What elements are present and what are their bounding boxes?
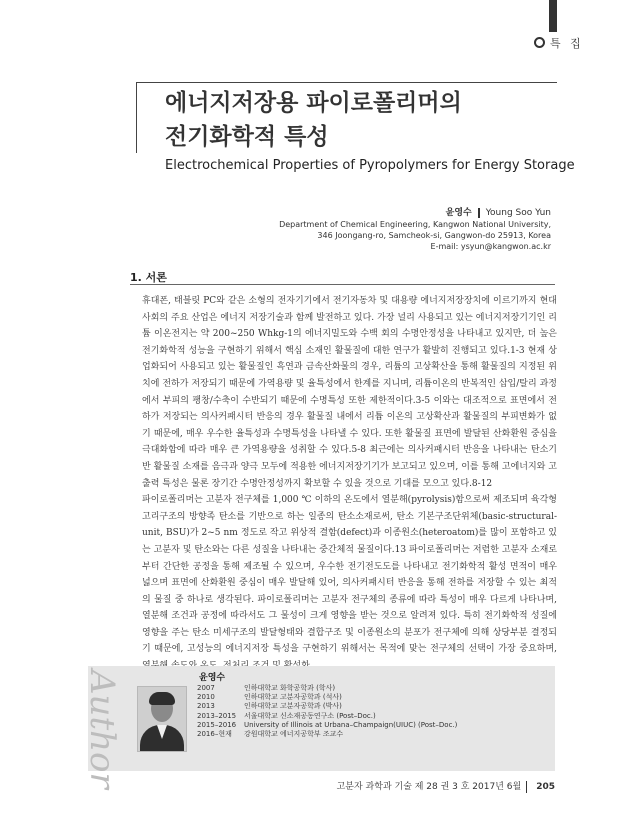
journal-citation: 고분자 과학과 기술 제 28 권 3 호 2017년 6월 (336, 782, 522, 792)
title-line-1: 에너지저장용 파이로폴리머의 (165, 90, 462, 116)
section-heading: 1. 서론 (130, 271, 167, 284)
author-vertical-label (82, 668, 124, 789)
footer-separator (526, 781, 527, 793)
body-paragraph: 휴대폰, 태블릿 PC와 같은 소형의 전자기기에서 전기자동차 및 대용량 에너지저장장치에 이르기까지 현대 사회의 주요 산업은 에너지 저장기술과 함께 발전하고 있다. 가장 널리 사용되고 있는 에너지저장기기인 리튬 이온전지는 약 200~250 Whkg-1의 에너지밀도와 수백 회의 수명안정성을 나타내고 있지만, 더 높은 전기화학적 성능을 구현하기 위해서 핵심 소재인 활물질에 대한 연구가 활발히 진행되고 있다.1-3 현재 상업화되어 사용되고 있는 활물질인 흑연과 금속산화물의 경우, 리튬의 고상확산을 통해 활물질의 지정된 위치에 전하가 저장되기 때문에 가역용량 및 율특성에서 한계를 지니며, 리튬이온의 반복적인 삽입/탈리 과정에서 부피의 팽창/수축이 수반되기 때문에 수명특성 또한 제한적이다.3-5 이와는 대조적으로 표면에서 전하가 저장되는 의사커패시터 반응의 경우 활물질 내에서 리튬 이온의 고상확산과 활물질의 부피변화가 없기 때문에, 매우 우수한 율특성과 수명특성을 나타낼 수 있다. 또한 활물질 표면에 발달된 산화환원 중심을 극대화함에 따라 매우 큰 가역용량을 성취할 수 있다.5-8 최근에는 의사커패시터 반응을 나타내는 탄소기반 활물질 소재를 음극과 양극 모두에 적용한 에너지저장기기가 보고되고 있으며, 이를 통해 고에너지와 고출력 특성은 물론 장기간 수명안정성까지 확보할 수 있을 것으로 기대를 모으고 있다.8-12 (142, 296, 557, 489)
career-row (197, 702, 457, 711)
corner-bar (549, 0, 557, 32)
author-separator (478, 208, 480, 218)
affiliation-line: Department of Chemical Engineering, Kangwon National University, (279, 220, 551, 229)
title-korean (165, 86, 462, 154)
author-byline (446, 205, 551, 218)
author-name-en: Young Soo Yun (485, 208, 551, 218)
career-desc: 인하대학교 화학공학과 (학사) (244, 684, 336, 692)
affiliation-email: E-mail: ysyun@kangwon.ac.kr (430, 242, 551, 251)
career-year: 2007 (197, 684, 215, 692)
title-line-2: 전기화학적 특성 (165, 124, 329, 150)
career-list (197, 684, 457, 739)
profile-name: 윤영수 (199, 673, 226, 683)
author-name-ko: 윤영수 (445, 208, 472, 218)
career-year: 2013–2015 (197, 711, 237, 720)
career-year: 2013 (197, 702, 215, 711)
body-paragraph: 파이로폴리머는 고분자 전구체를 1,000 ℃ 이하의 온도에서 열분해(pyrolysis)함으로써 제조되며 육각형 고리구조의 방향족 탄소를 기반으로 하는 일종의 탄소소재로써, 탄소 기본구조단위체(basic-structural-unit, BSU)가 2~5 nm 정도로 작고 위상적 결함(defect)과 이종원소(heteroatom)를 많이 포함하고 있는 고분자 및 탄소와는 다른 성질을 나타내는 중간체적 물질이다.13 파이로폴리머는 저렴한 고분자 소재로부터 간단한 공정을 통해 제조될 수 있으며, 우수한 전기전도도를 나타내고 전기화학적 활성 면적이 매우 넓으며 표면에 산화환원 중심이 매우 발달해 있어, 의사커패시터 반응을 통해 전하를 저장할 수 있는 최적의 물질 중 하나로 생각된다. 파이로폴리머는 고분자 전구체의 종류에 따라 특성이 매우 다르게 나타나며, 열분해 조건과 공정에 따라서도 그 물성이 크게 영향을 받는 것으로 알려져 있다. 특히 전기화학적 성질에 영향을 주는 탄소 미세구조의 발달형태와 결합구조 및 이종원소의 분포가 전구체에 의해 상당부분 결정되기 때문에, 고성능의 에너지저장 특성을 구현하기 위해서는 목적에 맞는 전구체의 선택이 가장 중요하며, (142, 495, 557, 655)
career-year: 2015–2016 (197, 720, 237, 729)
author-photo (137, 686, 187, 752)
author-label: Author (82, 670, 122, 789)
page-footer (337, 779, 555, 793)
career-desc: University of Illinois at Urbana–Champaign(UIUC) (Post–Doc.) (244, 720, 458, 729)
career-desc: 서울대학교 신소재공동연구소 (Post–Doc.) (244, 711, 376, 720)
section-bullet-icon (534, 37, 545, 48)
career-row (197, 712, 457, 721)
affiliation-line: 346 Joongang-ro, Samcheok-si, Gangwon-do 25913, Korea (317, 231, 551, 240)
career-row (197, 721, 457, 730)
title-english: Electrochemical Properties of Pyropolymers for Energy Storage (165, 158, 575, 173)
career-row (197, 730, 457, 739)
career-row (197, 684, 457, 693)
career-desc: 인하대학교 고분자공학과 (석사) (244, 693, 342, 702)
body-text (142, 293, 557, 675)
career-desc: 강원대학교 에너지공학부 조교수 (244, 730, 344, 739)
career-year: 2010 (197, 693, 215, 702)
section-tag: 특 집 (550, 37, 584, 50)
career-year: 2016–현재 (197, 730, 232, 739)
page-number: 205 (536, 782, 555, 792)
affiliation (191, 219, 551, 252)
section-divider (130, 284, 555, 285)
career-desc: 인하대학교 고분자공학과 (박사) (244, 702, 342, 711)
